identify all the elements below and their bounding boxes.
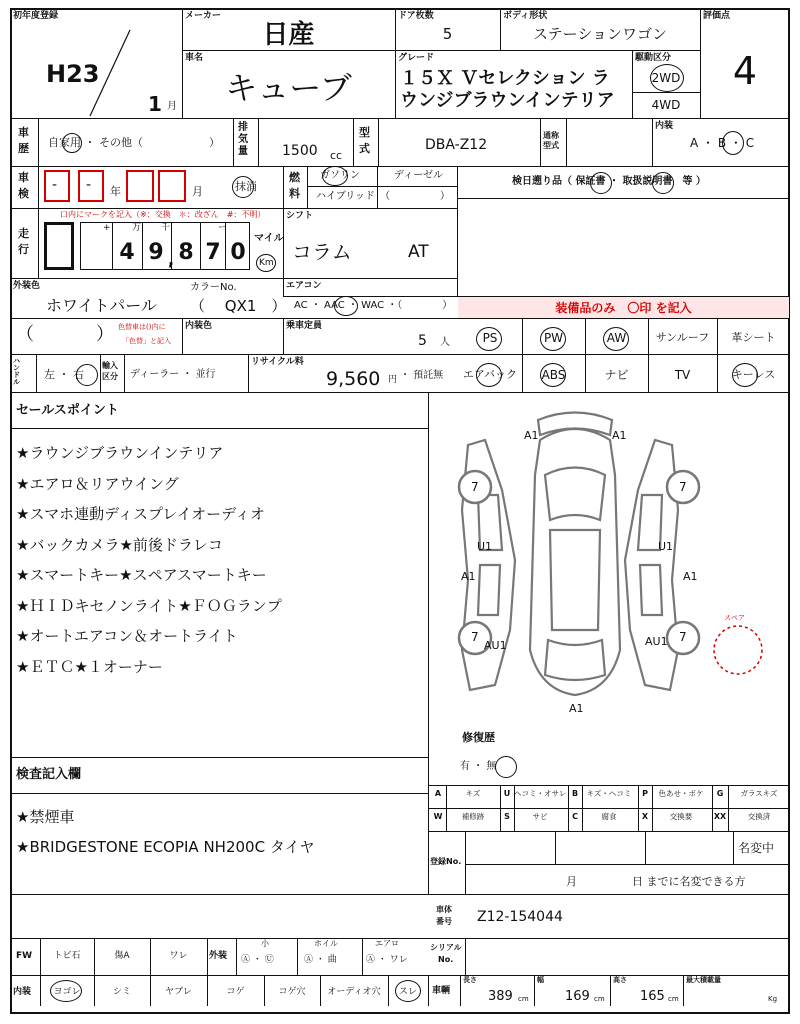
- divider: [10, 894, 790, 895]
- divider: [377, 166, 378, 208]
- sales-point-item: ★ＨＩＤキセノンライト★ＦＯＧランプ: [16, 596, 282, 615]
- blank-dash: -: [52, 177, 58, 193]
- selected-circle: [476, 327, 502, 351]
- equip-airbag: エアバック: [462, 368, 518, 381]
- height-label: 高さ: [613, 976, 627, 984]
- fuel-label: 料: [289, 187, 300, 200]
- legend-label: 腐食: [601, 812, 617, 821]
- divider: [100, 354, 101, 392]
- divider: [652, 118, 653, 166]
- width-unit: cm: [594, 995, 605, 1003]
- score-value: 4: [732, 49, 758, 93]
- color-no-label: カラーNo.: [190, 282, 237, 293]
- interior-item: スレ: [398, 987, 417, 997]
- inspection-note-item: ★禁煙車: [16, 808, 75, 826]
- unit-dash: ー: [218, 223, 228, 233]
- mileage-digit: 7: [205, 240, 221, 265]
- divider: [10, 793, 428, 794]
- divider: [568, 785, 569, 808]
- legend-code: S: [504, 812, 510, 821]
- divider: [534, 975, 535, 1006]
- divider: [353, 118, 354, 166]
- doors-value: 5: [442, 25, 453, 43]
- shift-type: コラム: [292, 240, 352, 264]
- equip-leather: 革シート: [731, 331, 776, 344]
- mileage-digit-box: [44, 222, 74, 270]
- divider: [10, 354, 790, 355]
- aircon-value: AC ・ AAC ・ WAC ・（ ）: [294, 300, 453, 311]
- exterior-color-value: ホワイトパール: [46, 296, 157, 315]
- divider: [638, 785, 639, 808]
- divider: [10, 428, 428, 429]
- damage-mark: 7: [471, 630, 479, 644]
- doors-label: ドア枚数: [398, 11, 434, 21]
- legend-label: 交換済: [747, 812, 771, 821]
- divider: [38, 118, 39, 166]
- interior-item: ヤブレ: [165, 987, 192, 997]
- divider: [638, 808, 639, 831]
- interior-item: コゲ: [226, 987, 245, 997]
- selected-circle: [322, 166, 348, 186]
- legend-code: X: [641, 812, 649, 821]
- divider: [568, 808, 569, 831]
- mileage-label: 走: [18, 227, 29, 240]
- grade-line-2: ウンジブラウンインテリア: [400, 90, 615, 111]
- fuel-gasoline: ガソリン: [320, 170, 360, 181]
- damage-mark: A1: [461, 570, 476, 583]
- max-load-unit: Kg: [768, 995, 778, 1003]
- history-value: 自家用 ・ その他（ ）: [48, 136, 220, 149]
- divider: [712, 785, 713, 808]
- selected-circle: [590, 172, 612, 194]
- selected-circle: [232, 176, 254, 198]
- common-model-label: 通称型式: [543, 131, 559, 150]
- divider: [297, 938, 298, 975]
- divider: [142, 222, 143, 270]
- selected-circle: [540, 363, 566, 387]
- mileage-note: 口内にマークを記入（※：交換 ＊：改ざん #：不明）: [60, 210, 266, 219]
- mileage-digit: 8: [178, 240, 194, 265]
- divider: [457, 318, 790, 319]
- sales-point-item: ★エアロ＆リアウイング: [16, 474, 179, 493]
- grade-line-1: １５Ｘ Ｖセレクション ラ: [400, 68, 610, 89]
- maker-value: 日産: [262, 20, 315, 50]
- selected-circle: [256, 254, 276, 272]
- divider: [182, 318, 183, 354]
- divider: [465, 864, 790, 865]
- legend-label: キズ・ヘコミ: [586, 789, 632, 798]
- divider: [428, 392, 429, 894]
- divider: [10, 938, 428, 939]
- repaint-note: 「色替」と記入: [122, 337, 171, 345]
- capacity-label: 乗車定員: [286, 321, 323, 331]
- fw-item: トビ石: [53, 951, 81, 961]
- inspection-year-unit: 年: [110, 185, 121, 198]
- mileage-digit: 4: [119, 240, 135, 265]
- displacement-label: 排気量: [238, 122, 248, 157]
- divider: [124, 354, 125, 392]
- divider: [258, 118, 259, 166]
- divider: [733, 831, 734, 864]
- selected-circle: [650, 64, 684, 92]
- damage-mark: A1: [524, 429, 539, 442]
- inspection-label: 検: [18, 187, 29, 200]
- width-value: 169: [565, 989, 590, 1004]
- divider: [652, 785, 653, 808]
- divider: [717, 318, 718, 392]
- inspection-notes-header: 検査記入欄: [16, 767, 82, 782]
- divider: [10, 208, 290, 209]
- divider: [728, 808, 729, 831]
- interior-grade-label: 内装: [655, 121, 674, 131]
- documents-label: 検日遡り品（ 保証書 ・ 取扱説明書 等 ）: [512, 176, 706, 187]
- equip-keyless: キーレス: [731, 368, 776, 381]
- selected-circle: [476, 363, 502, 387]
- recycle-value: 9,560: [326, 368, 381, 390]
- divider: [10, 975, 790, 976]
- selected-circle: [62, 133, 82, 153]
- legend-code: XX: [713, 812, 727, 821]
- selected-circle: [334, 296, 358, 316]
- fuel-label: 燃: [289, 171, 300, 184]
- divider: [233, 118, 234, 166]
- equip-ps: PS: [482, 331, 498, 345]
- inspection-month-box: [126, 170, 154, 202]
- divider: [582, 808, 583, 831]
- fuel-diesel: ディーゼル: [394, 170, 443, 181]
- legend-code: P: [642, 789, 648, 798]
- dimensions-label: 車輌: [432, 986, 451, 996]
- legend-code: W: [433, 812, 443, 821]
- drive-label: 駆動区分: [635, 53, 672, 63]
- car-name-label: 車名: [185, 53, 204, 63]
- divider: [500, 808, 501, 831]
- inspection-note-item: ★BRIDGESTONE ECOPIA NH200C タイヤ: [16, 838, 315, 856]
- interior-item: シミ: [112, 987, 131, 997]
- name-change: 名変中: [738, 841, 775, 855]
- equip-tv: TV: [674, 368, 691, 382]
- legend-label: サビ: [532, 812, 548, 821]
- divider: [428, 831, 790, 832]
- interior-item: ヨゴレ: [53, 987, 81, 997]
- divider: [728, 785, 729, 808]
- legend-label: ガラスキズ: [740, 789, 778, 798]
- comma: ,: [168, 250, 175, 269]
- interior-damage-label: 内装: [13, 987, 32, 997]
- width-label: 幅: [537, 976, 544, 984]
- length-label: 長さ: [463, 976, 477, 984]
- divider: [555, 831, 556, 864]
- recycle-label: リサイクル料: [251, 357, 304, 367]
- divider: [10, 166, 790, 167]
- max-load-label: 最大積載量: [686, 976, 721, 984]
- divider: [428, 975, 429, 1006]
- divider: [248, 354, 249, 392]
- legend-code: B: [571, 789, 579, 798]
- inspection-none: 抹消: [235, 180, 257, 193]
- selected-circle: [722, 131, 744, 155]
- wheel-label: ホイル: [314, 939, 338, 948]
- capacity-value: 5: [418, 333, 427, 349]
- divider: [38, 166, 39, 208]
- damage-mark: A1: [683, 570, 698, 583]
- divider: [10, 278, 457, 279]
- fw-item: ワレ: [169, 951, 188, 961]
- maker-label: メーカー: [185, 11, 221, 21]
- repair-history-label: 修復歴: [462, 731, 495, 744]
- divider: [460, 975, 461, 1006]
- mileage-digit: 9: [148, 240, 164, 265]
- reg-no-label: 登録No.: [430, 857, 462, 866]
- legend-label: ヘコミ・オサレ: [514, 789, 567, 798]
- equip-aw: AW: [606, 331, 627, 345]
- height-unit: cm: [668, 995, 679, 1003]
- transmission: AT: [408, 242, 429, 262]
- repair-history-value: 有 ・ 無: [460, 761, 497, 772]
- inspection-month-unit: 月: [192, 185, 203, 198]
- legend-code: A: [434, 789, 442, 798]
- divider: [38, 208, 39, 278]
- model-label: 型: [359, 126, 370, 139]
- exterior-label: 外装: [209, 951, 228, 961]
- capacity-unit: 人: [440, 337, 450, 348]
- legend-code: C: [572, 812, 578, 821]
- selected-circle: [732, 363, 758, 387]
- divider: [457, 166, 458, 296]
- unit-sen: 千: [161, 223, 171, 233]
- legend-code: G: [716, 789, 724, 798]
- fuel-hybrid: ハイブリッド: [316, 191, 375, 202]
- divider: [683, 975, 684, 1006]
- inspection-label: 車: [18, 171, 29, 184]
- small-label: 小: [261, 939, 269, 948]
- legend-label: 色あせ・ボケ: [658, 789, 704, 798]
- selected-circle: [495, 756, 517, 778]
- exterior-color-label: 外装色: [13, 281, 41, 291]
- unit-man: 万: [132, 223, 142, 233]
- divider: [446, 808, 447, 831]
- divider: [283, 166, 284, 296]
- damage-mark: U1: [658, 540, 674, 553]
- unit-plus: +: [103, 223, 111, 233]
- damage-mark: U1: [477, 540, 493, 553]
- handle-value: 左 ・ 右: [44, 368, 84, 381]
- legend-label: 補修跡: [461, 812, 485, 821]
- sales-points-header: セールスポイント: [16, 403, 119, 418]
- shift-label: シフト: [286, 211, 314, 221]
- divider: [10, 318, 457, 319]
- sales-point-item: ★ＥＴＣ★１オーナー: [16, 657, 163, 676]
- first-reg-month: 1: [148, 92, 162, 116]
- repaint-open: （: [16, 324, 34, 345]
- damage-mark: AU1: [645, 635, 668, 648]
- body-type-value: ステーションワゴン: [532, 25, 668, 43]
- fw-item: 傷A: [114, 951, 130, 961]
- legend-label: キズ: [465, 789, 481, 798]
- mileage-digit: 0: [230, 240, 246, 265]
- damage-mark: 7: [471, 480, 479, 494]
- legend-code: U: [503, 789, 511, 798]
- inspection-month-box: [158, 170, 186, 202]
- aero-label: エアロ: [375, 939, 399, 948]
- import-label: 輸入区分: [102, 361, 118, 381]
- selected-circle: [652, 172, 674, 194]
- divider: [465, 938, 466, 975]
- body-type-label: ボディ形状: [503, 11, 548, 21]
- interior-item: オーディオ穴: [327, 987, 381, 997]
- spare-label: スペア: [724, 614, 745, 622]
- interior-item: コゲ穴: [278, 987, 306, 997]
- divider: [652, 808, 653, 831]
- divider: [307, 166, 308, 208]
- vin-label: 番号: [436, 917, 452, 926]
- aero-value: Ⓐ ・ ワレ: [366, 955, 408, 965]
- divider: [514, 785, 515, 808]
- selected-circle: [76, 364, 98, 386]
- divider: [36, 354, 37, 392]
- divider: [378, 118, 379, 166]
- divider: [283, 318, 284, 354]
- equip-abs: ABS: [541, 368, 566, 382]
- handle-label: ハンドル: [13, 357, 20, 386]
- recycle-deposit: ・ 預託無: [400, 370, 444, 381]
- sales-point-item: ★ラウンジブラウンインテリア: [16, 444, 224, 462]
- equip-pw: PW: [543, 331, 564, 345]
- divider: [446, 785, 447, 808]
- month-unit: 月: [167, 101, 177, 112]
- divider: [514, 808, 515, 831]
- car-diagram: [440, 400, 780, 730]
- divider: [428, 938, 790, 939]
- fuel-other: （ ）: [380, 191, 450, 202]
- car-name-value: キューブ: [225, 69, 352, 107]
- sales-point-item: ★バックカメラ★前後ドラレコ: [16, 535, 223, 554]
- color-no-value: （ QX1 ）: [190, 297, 287, 315]
- serial-label: シリアル: [430, 943, 462, 952]
- displacement-value: 1500: [282, 143, 318, 159]
- interior-grade-value: A ・ B ・ C: [690, 136, 755, 150]
- history-label: 車: [18, 126, 29, 139]
- divider: [362, 938, 363, 975]
- repaint-close: ）: [96, 324, 114, 345]
- import-value: ディーラー ・ 並行: [130, 369, 216, 380]
- km-label: Km: [259, 258, 274, 268]
- vin-label: 車体: [436, 905, 452, 914]
- name-change-deadline: 月 日 までに名変できる方: [566, 875, 746, 888]
- divider: [465, 831, 466, 895]
- sales-point-item: ★スマホ連動ディスプレイオーディオ: [16, 505, 265, 523]
- drive-2wd: 2WD: [651, 71, 681, 85]
- sales-point-item: ★スマートキー★スペアスマートキー: [16, 566, 267, 584]
- mile-label: マイル: [254, 233, 284, 244]
- selected-circle: [50, 980, 82, 1002]
- length-unit: cm: [518, 995, 529, 1003]
- aircon-label: エアコン: [286, 281, 322, 291]
- damage-mark: A1: [569, 702, 584, 715]
- first-reg-era: H23: [46, 60, 100, 88]
- legend-label: 交換要: [669, 812, 693, 821]
- divider: [428, 808, 790, 809]
- model-label: 式: [359, 142, 370, 155]
- interior-color-label: 内装色: [185, 321, 213, 331]
- equipment-header: 装備品のみ 〇印 を記入: [555, 301, 692, 315]
- repaint-note: 色替車は()内に: [118, 323, 166, 331]
- divider: [182, 50, 700, 51]
- equip-navi: ナビ: [604, 368, 629, 382]
- fw-label: FW: [16, 951, 33, 961]
- divider: [712, 808, 713, 831]
- drive-4wd: 4WD: [651, 98, 681, 112]
- score-label: 評価点: [703, 11, 731, 21]
- divider: [10, 392, 790, 393]
- divider: [645, 831, 646, 864]
- damage-mark: AU1: [484, 639, 507, 652]
- small-value: Ⓐ ・ Ⓤ: [241, 955, 274, 965]
- wheel-value: Ⓐ ・ 曲: [304, 955, 337, 965]
- divider: [236, 938, 237, 975]
- divider: [307, 186, 457, 187]
- divider: [283, 208, 457, 209]
- divider: [632, 92, 700, 93]
- first-reg-label: 初年度登録: [13, 11, 59, 21]
- divider: [428, 785, 790, 786]
- divider: [395, 8, 396, 118]
- divider: [500, 785, 501, 808]
- divider: [566, 118, 567, 166]
- mileage-label: 行: [18, 243, 29, 256]
- divider: [112, 222, 113, 270]
- model-value: DBA-Z12: [425, 137, 488, 153]
- length-value: 389: [488, 989, 513, 1004]
- divider: [10, 757, 428, 758]
- divider: [540, 118, 541, 166]
- divider: [10, 118, 790, 119]
- slash-mark: [85, 28, 135, 118]
- divider: [610, 975, 611, 1006]
- grade-label: グレード: [398, 53, 435, 63]
- vin-value: Z12-154044: [477, 909, 563, 925]
- height-value: 165: [640, 989, 665, 1004]
- equip-sunroof: サンルーフ: [655, 331, 710, 344]
- damage-mark: 7: [679, 480, 687, 494]
- blank-dash: -: [86, 177, 92, 193]
- selected-circle: [540, 327, 566, 351]
- damage-mark: A1: [612, 429, 627, 442]
- recycle-unit: 円: [388, 375, 398, 385]
- selected-circle: [603, 327, 629, 351]
- history-label: 歴: [18, 142, 29, 155]
- displacement-unit: cc: [330, 149, 343, 162]
- sales-point-item: ★オートエアコン＆オートライト: [16, 627, 238, 645]
- selected-circle: [395, 980, 421, 1002]
- serial-label: No.: [438, 955, 454, 964]
- divider: [457, 198, 790, 199]
- divider: [582, 785, 583, 808]
- damage-mark: 7: [679, 630, 687, 644]
